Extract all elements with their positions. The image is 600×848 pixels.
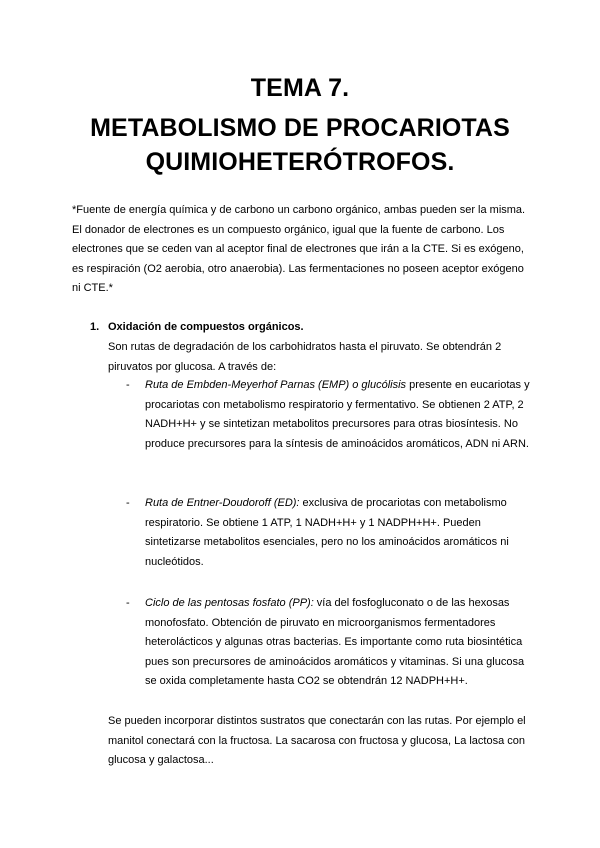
list-dash: - <box>126 379 130 391</box>
section-heading-text: Oxidación de compuestos orgánicos. <box>108 321 304 333</box>
closing-paragraph: Se pueden incorporar distintos sustratos que conectarán con las rutas. Por ejemplo el manitol conectará con la fructosa. La sacarosa con fructosa y glucosa, La lactosa con glucosa y galactosa... <box>108 715 526 766</box>
pathway-text-pp: vía del fosfogluconato o de las hexosas monofosfato. Obtención de piruvato en microorganismos fermentadores heterolácticos y algunas otras bacterias. Es importante como ruta biosintética pues son precursores de aminoácidos aromáticos y vitaminas. Si una glucosa se oxida completamente hasta CO2 se obtendrán 12 NADPH+H+. <box>145 597 525 688</box>
list-item-emp <box>126 376 538 454</box>
section-number: 1. <box>90 321 100 333</box>
section-heading <box>90 318 304 338</box>
list-item-ed <box>126 494 538 572</box>
list-item-pp <box>126 594 538 692</box>
section-intro-text: Son rutas de degradación de los carbohidratos hasta el piruvato. Se obtendrán 2 piruvatos por glucosa. A través de: <box>108 341 502 373</box>
pathway-name-pp: Ciclo de las pentosas fosfato (PP): <box>145 597 314 609</box>
pathway-text-ed: exclusiva de procariotas con metabolismo respiratorio. Se obtiene 1 ATP, 1 NADH+H+ y 1 NADPH+H+. Pueden sintetizarse metabolitos esenciales, pero no los aminoácidos aromáticos ni nucleótidos. <box>145 497 509 568</box>
pathway-text-emp: presente en eucariotas y procariotas con metabolismo respiratorio y fermentativo. Se obtienen 2 ATP, 2 NADH+H+ y se sintetizan metabolitos precursores para otras biosíntesis. No produce precursores para la síntesis de aminoácidos aromáticos, ADN ni ARN. <box>145 379 530 450</box>
title-line-3: QUIMIOHETERÓTROFOS. <box>145 148 455 176</box>
title-line-2: METABOLISMO DE PROCARIOTAS <box>90 114 510 142</box>
pathway-name-emp: Ruta de Embden-Meyerhof Parnas (EMP) o glucólisis <box>145 379 407 391</box>
intro-paragraph: *Fuente de energía química y de carbono un carbono orgánico, ambas pueden ser la misma. El donador de electrones es un compuesto orgánico, igual que la fuente de carbono. Los electrones que se ceden van al aceptor final de electrones que irán a la CTE. Si es exógeno, es respiración (O2 aerobia, otro anaerobia). Las fermentaciones no poseen aceptor exógeno ni CTE.* <box>72 204 526 294</box>
list-dash: - <box>126 497 130 509</box>
list-dash: - <box>126 597 130 609</box>
title-line-1: TEMA 7. <box>250 74 350 102</box>
pathway-name-ed: Ruta de Entner-Doudoroff (ED): <box>145 497 300 509</box>
